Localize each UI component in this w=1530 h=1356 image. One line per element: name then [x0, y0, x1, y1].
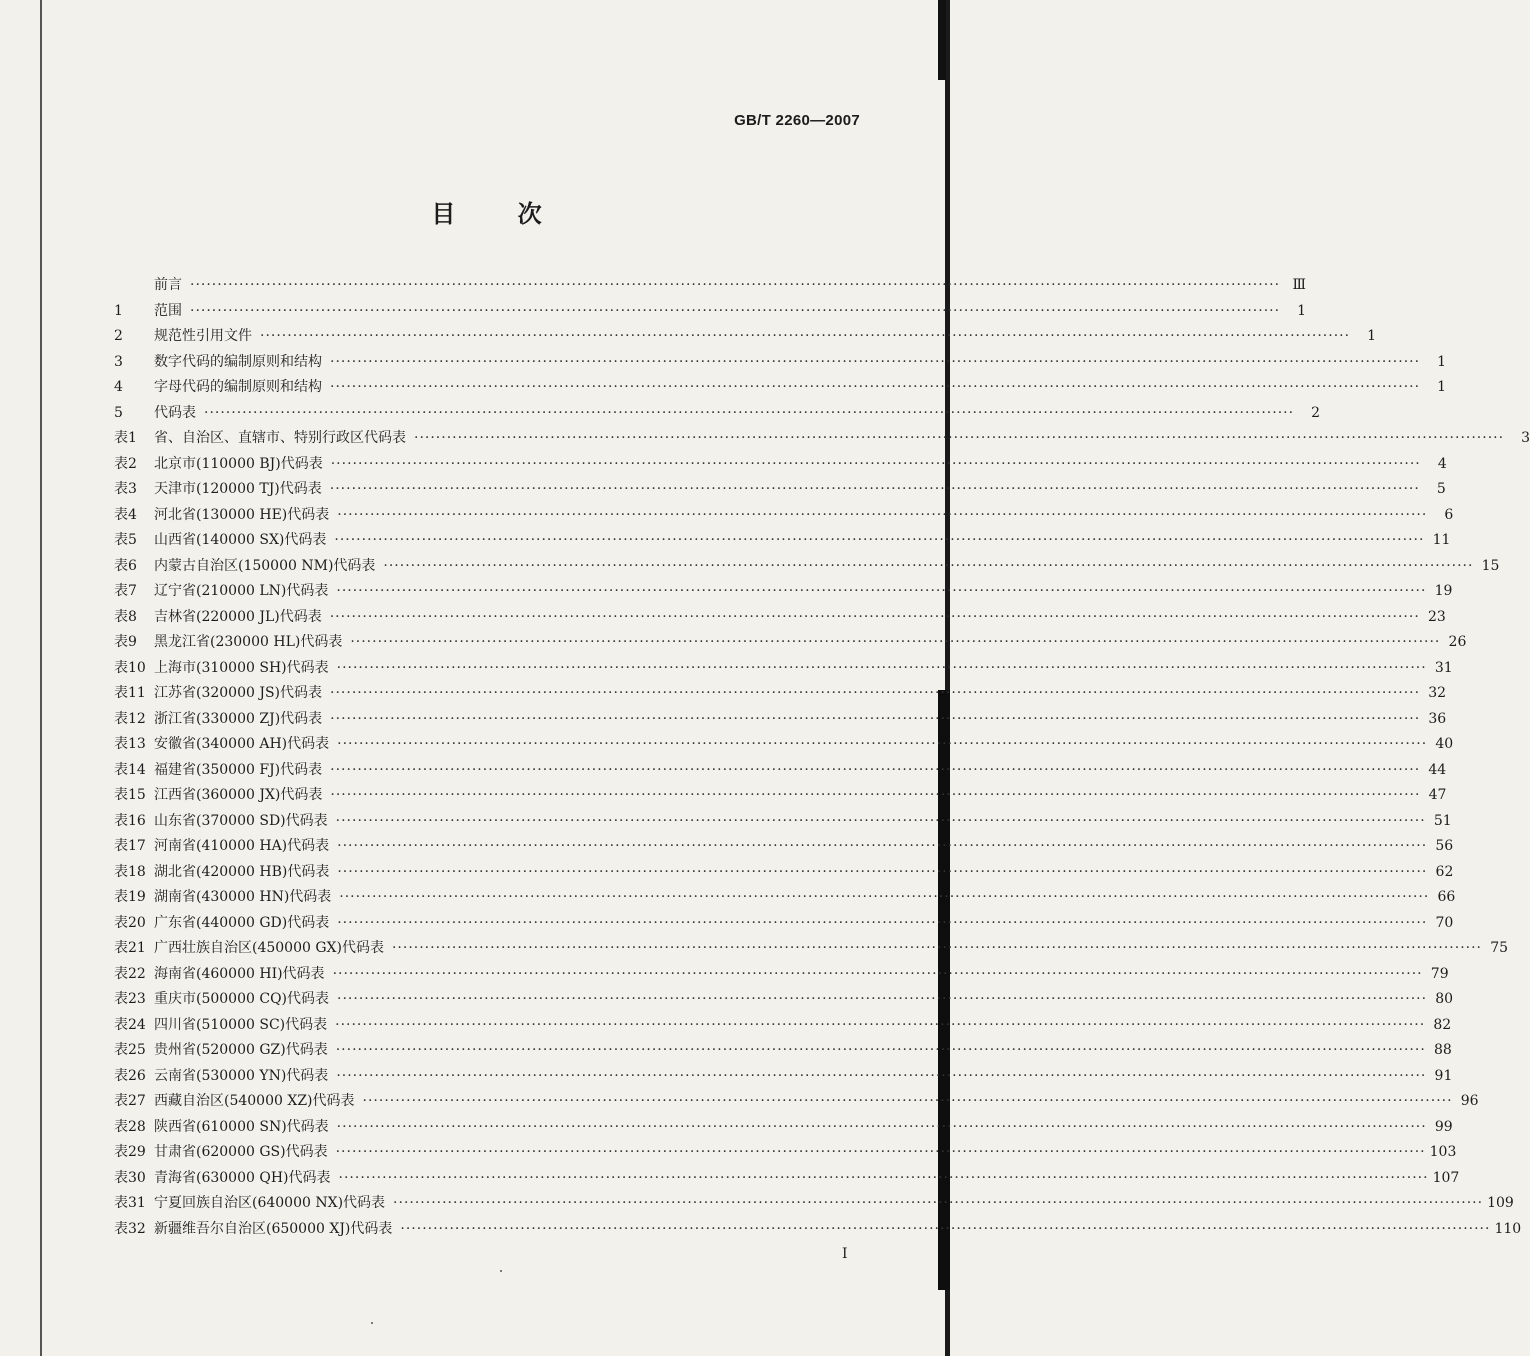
toc-leader-dots: ········································································································································································································: [260, 328, 1351, 344]
toc-entry[interactable]: [114, 630, 1467, 656]
toc-entry-title: 山西省(140000 SX)代码表: [154, 532, 327, 548]
toc-entry-page: 91: [1434, 1067, 1453, 1084]
toc-entry-title: 代码表: [154, 404, 196, 421]
toc-entry-title: 字母代码的编制原则和结构: [154, 379, 322, 395]
toc-entry-title: 内蒙古自治区(150000 NM)代码表: [154, 557, 376, 574]
toc-entry[interactable]: [114, 1038, 1452, 1064]
toc-entry-page: Ⅲ: [1292, 277, 1307, 293]
toc-entry-title: 山东省(370000 SD)代码表: [154, 812, 328, 829]
toc-entry-title: 辽宁省(210000 LN)代码表: [154, 583, 329, 599]
toc-entry-number: 表21: [114, 940, 146, 956]
toc-entry[interactable]: [114, 375, 1447, 401]
toc-entry-page: 99: [1434, 1118, 1453, 1135]
toc-entry-page: 19: [1434, 583, 1453, 599]
toc-entry[interactable]: [114, 1013, 1452, 1039]
toc-entry-page: 107: [1432, 1169, 1460, 1186]
toc-entry-number: 表27: [114, 1093, 146, 1109]
toc-entry-title: 陕西省(610000 SN)代码表: [154, 1118, 329, 1135]
toc-entry-page: 31: [1434, 659, 1453, 676]
toc-leader-dots: ········································································································································································································: [330, 710, 1421, 727]
toc-entry-title: 四川省(510000 SC)代码表: [154, 1016, 328, 1033]
toc-entry[interactable]: [114, 1191, 1514, 1217]
toc-leader-dots: ········································································································································································································: [330, 353, 1421, 370]
toc-entry-page: 109: [1487, 1195, 1514, 1211]
toc-entry-title: 河南省(410000 HA)代码表: [154, 838, 330, 854]
toc-entry[interactable]: [114, 911, 1454, 937]
toc-leader-dots: ········································································································································································································: [336, 659, 1427, 676]
toc-leader-dots: ········································································································································································································: [337, 863, 1428, 880]
toc-entry-title: 数字代码的编制原则和结构: [154, 353, 322, 370]
toc-entry-number: 表1: [114, 430, 137, 446]
toc-leader-dots: ········································································································································································································: [383, 557, 1474, 574]
toc-leader-dots: ········································································································································································································: [338, 1169, 1429, 1186]
toc-entry[interactable]: [114, 426, 1530, 452]
toc-entry-page: 47: [1428, 787, 1447, 803]
toc-entry[interactable]: [114, 681, 1447, 707]
toc-entry-number: 表12: [114, 710, 146, 727]
toc-entry-page: 11: [1432, 532, 1451, 548]
toc-leader-dots: ········································································································································································································: [329, 481, 1420, 497]
toc-entry-number: 表4: [114, 506, 137, 523]
toc-leader-dots: ········································································································································································································: [362, 1093, 1453, 1109]
toc-leader-dots: ········································································································································································································: [330, 379, 1421, 395]
toc-leader-dots: ········································································································································································································: [332, 965, 1423, 982]
toc-entry-number: 1: [114, 302, 123, 319]
toc-entry-title: 规范性引用文件: [154, 328, 252, 344]
toc-entry[interactable]: [114, 477, 1446, 503]
toc-entry-page: 5: [1436, 481, 1446, 497]
toc-leader-dots: ········································································································································································································: [190, 277, 1281, 293]
toc-entry-title: 上海市(310000 SH)代码表: [154, 659, 329, 676]
toc-entry[interactable]: [114, 579, 1453, 605]
toc-leader-dots: ········································································································································································································: [190, 302, 1281, 319]
toc-entry[interactable]: [114, 783, 1447, 809]
toc-entry-page: 70: [1435, 914, 1454, 931]
toc-entry-title: 新疆维吾尔自治区(650000 XJ)代码表: [154, 1220, 393, 1237]
toc-leader-dots: ········································································································································································································: [337, 838, 1428, 854]
toc-leader-dots: ········································································································································································································: [335, 1144, 1426, 1160]
toc-leader-dots: ········································································································································································································: [336, 583, 1427, 599]
toc-entry-page: 79: [1430, 965, 1449, 982]
toc-entry[interactable]: [114, 1064, 1453, 1090]
toc-entry[interactable]: [114, 528, 1451, 554]
toc-entry-page: 51: [1433, 812, 1452, 829]
toc-leader-dots: ········································································································································································································: [336, 1067, 1427, 1084]
toc-leader-dots: ········································································································································································································: [393, 1195, 1484, 1211]
toc-entry-page: 36: [1428, 710, 1447, 727]
toc-entry-number: 表32: [114, 1220, 146, 1237]
toc-entry-number: 表5: [114, 532, 137, 548]
toc-entry-title: 吉林省(220000 JL)代码表: [154, 608, 322, 625]
toc-entry-title: 湖南省(430000 HN)代码表: [154, 889, 332, 905]
toc-entry-title: 前言: [154, 277, 182, 293]
toc-entry-title: 甘肃省(620000 GS)代码表: [154, 1144, 328, 1160]
toc-leader-dots: ········································································································································································································: [329, 608, 1420, 625]
toc-entry-page: 15: [1481, 557, 1500, 574]
toc-leader-dots: ········································································································································································································: [400, 1220, 1491, 1237]
toc-entry-title: 青海省(630000 QH)代码表: [154, 1169, 331, 1186]
toc-entry[interactable]: [114, 299, 1307, 325]
toc-entry-page: 6: [1444, 506, 1454, 523]
toc-entry-title: 范围: [154, 302, 182, 319]
toc-leader-dots: ········································································································································································································: [337, 991, 1428, 1007]
toc-entry-number: 表29: [114, 1144, 146, 1160]
toc-entry[interactable]: [114, 936, 1509, 962]
toc-entry-page: 80: [1435, 991, 1454, 1007]
toc-leader-dots: ········································································································································································································: [335, 812, 1426, 829]
toc-entry[interactable]: [114, 1140, 1457, 1166]
toc-entry-title: 江苏省(320000 JS)代码表: [154, 685, 323, 701]
toc-entry-title: 北京市(110000 BJ)代码表: [154, 455, 323, 472]
toc-leader-dots: ········································································································································································································: [350, 634, 1441, 650]
toc-leader-dots: ········································································································································································································: [337, 736, 1428, 752]
page-number: I: [842, 1246, 848, 1262]
toc-entry-page: 88: [1433, 1042, 1452, 1058]
toc-entry[interactable]: [114, 860, 1454, 886]
toc-entry-title: 天津市(120000 TJ)代码表: [154, 481, 322, 497]
toc-entry[interactable]: [114, 273, 1307, 299]
toc-entry-title: 黑龙江省(230000 HL)代码表: [154, 634, 343, 650]
toc-leader-dots: ········································································································································································································: [414, 430, 1505, 446]
toc-entry[interactable]: [114, 554, 1500, 580]
toc-entry-page: 110: [1494, 1220, 1522, 1237]
toc-entry-number: 表19: [114, 889, 146, 905]
scan-speck: [500, 1270, 502, 1272]
toc-entry-number: 表3: [114, 481, 137, 497]
toc-entry-page: 56: [1435, 838, 1454, 854]
toc-entry-title: 江西省(360000 JX)代码表: [154, 787, 323, 803]
toc-entry-number: 表26: [114, 1067, 146, 1084]
standard-code: GB/T 2260—2007: [734, 112, 860, 129]
toc-entry-page: 1: [1437, 379, 1447, 395]
toc-entry-number: 表17: [114, 838, 146, 854]
toc-entry-page: 1: [1297, 302, 1307, 319]
toc-leader-dots: ········································································································································································································: [330, 761, 1421, 778]
table-of-contents: [114, 273, 1530, 1242]
toc-entry-number: 表20: [114, 914, 146, 931]
toc-entry[interactable]: [114, 1115, 1453, 1141]
toc-entry-title: 西藏自治区(540000 XZ)代码表: [154, 1093, 355, 1109]
toc-entry[interactable]: [114, 732, 1454, 758]
page-title: 目 次: [431, 200, 544, 228]
toc-entry[interactable]: [114, 401, 1321, 427]
toc-entry-number: 表18: [114, 863, 146, 880]
toc-entry-page: 4: [1437, 455, 1447, 472]
toc-leader-dots: ········································································································································································································: [337, 506, 1428, 523]
toc-entry-number: 表7: [114, 583, 137, 599]
toc-entry-page: 103: [1429, 1144, 1457, 1160]
toc-leader-dots: ········································································································································································································: [339, 889, 1430, 905]
toc-entry[interactable]: [114, 987, 1454, 1013]
toc-entry-number: 表11: [114, 685, 146, 701]
toc-entry-title: 省、自治区、直辖市、特别行政区代码表: [154, 430, 406, 446]
toc-entry-title: 海南省(460000 HI)代码表: [154, 965, 325, 982]
toc-entry-number: 表15: [114, 787, 146, 803]
toc-entry-number: 表25: [114, 1042, 146, 1058]
toc-entry-title: 广东省(440000 GD)代码表: [154, 914, 330, 931]
toc-entry[interactable]: [114, 962, 1449, 988]
toc-entry-number: 表16: [114, 812, 146, 829]
toc-entry-page: 2: [1311, 404, 1321, 421]
toc-entry-title: 湖北省(420000 HB)代码表: [154, 863, 330, 880]
toc-entry-page: 32: [1428, 685, 1447, 701]
toc-entry-number: 表23: [114, 991, 146, 1007]
toc-leader-dots: ········································································································································································································: [330, 685, 1421, 701]
toc-entry[interactable]: [114, 1217, 1522, 1243]
toc-entry[interactable]: [114, 656, 1453, 682]
toc-entry-number: 表9: [114, 634, 137, 650]
toc-entry-title: 安徽省(340000 AH)代码表: [154, 736, 330, 752]
scan-edge-mark-top: [938, 0, 946, 80]
toc-entry[interactable]: [114, 885, 1456, 911]
toc-entry-page: 1: [1367, 328, 1377, 344]
toc-entry-page: 26: [1448, 634, 1467, 650]
scan-speck: [371, 1322, 373, 1324]
toc-leader-dots: ········································································································································································································: [335, 1016, 1426, 1033]
toc-entry-number: 5: [114, 404, 123, 421]
toc-leader-dots: ········································································································································································································: [336, 1118, 1427, 1135]
toc-entry-number: 表22: [114, 965, 146, 982]
toc-leader-dots: ········································································································································································································: [330, 787, 1421, 803]
toc-leader-dots: ········································································································································································································: [204, 404, 1295, 421]
toc-entry[interactable]: [114, 452, 1447, 478]
toc-entry-title: 云南省(530000 YN)代码表: [154, 1067, 329, 1084]
toc-entry-title: 浙江省(330000 ZJ)代码表: [154, 710, 323, 727]
toc-entry-title: 贵州省(520000 GZ)代码表: [154, 1042, 328, 1058]
toc-entry[interactable]: [114, 707, 1447, 733]
toc-entry[interactable]: [114, 605, 1446, 631]
toc-entry-page: 62: [1435, 863, 1454, 880]
toc-entry-number: 表24: [114, 1016, 146, 1033]
toc-entry-number: 表8: [114, 608, 137, 625]
toc-entry-page: 82: [1433, 1016, 1452, 1033]
toc-leader-dots: ········································································································································································································: [337, 914, 1428, 931]
toc-entry-number: 表30: [114, 1169, 146, 1186]
toc-leader-dots: ········································································································································································································: [335, 1042, 1426, 1058]
toc-entry-number: 4: [114, 379, 123, 395]
toc-entry-title: 河北省(130000 HE)代码表: [154, 506, 330, 523]
toc-leader-dots: ········································································································································································································: [334, 532, 1425, 548]
toc-entry-number: 表31: [114, 1195, 146, 1211]
toc-entry-number: 表28: [114, 1118, 146, 1135]
toc-entry[interactable]: [114, 503, 1454, 529]
toc-leader-dots: ········································································································································································································: [330, 455, 1421, 472]
toc-entry-page: 23: [1427, 608, 1446, 625]
toc-entry-page: 3: [1521, 430, 1530, 446]
toc-entry-page: 1: [1437, 353, 1447, 370]
toc-entry-title: 重庆市(500000 CQ)代码表: [154, 991, 330, 1007]
toc-entry[interactable]: [114, 324, 1377, 350]
toc-entry[interactable]: [114, 834, 1454, 860]
toc-entry-title: 福建省(350000 FJ)代码表: [154, 761, 323, 778]
toc-entry[interactable]: [114, 809, 1452, 835]
toc-entry[interactable]: [114, 758, 1447, 784]
toc-entry-page: 96: [1460, 1093, 1479, 1109]
toc-leader-dots: ········································································································································································································: [391, 940, 1483, 956]
toc-entry-page: 66: [1437, 889, 1456, 905]
toc-entry-number: 2: [114, 328, 123, 344]
toc-entry-number: 表6: [114, 557, 137, 574]
toc-entry-title: 宁夏回族自治区(640000 NX)代码表: [154, 1195, 386, 1211]
toc-entry[interactable]: [114, 350, 1447, 376]
toc-entry-page: 44: [1428, 761, 1447, 778]
toc-entry[interactable]: [114, 1089, 1479, 1115]
toc-entry-page: 40: [1435, 736, 1454, 752]
toc-entry-number: 表10: [114, 659, 146, 676]
toc-entry-number: 表2: [114, 455, 137, 472]
toc-entry-title: 广西壮族自治区(450000 GX)代码表: [154, 940, 384, 956]
toc-entry[interactable]: [114, 1166, 1460, 1192]
toc-entry-page: 75: [1490, 940, 1509, 956]
toc-entry-number: 表14: [114, 761, 146, 778]
toc-entry-number: 3: [114, 353, 123, 370]
toc-entry-number: 表13: [114, 736, 146, 752]
